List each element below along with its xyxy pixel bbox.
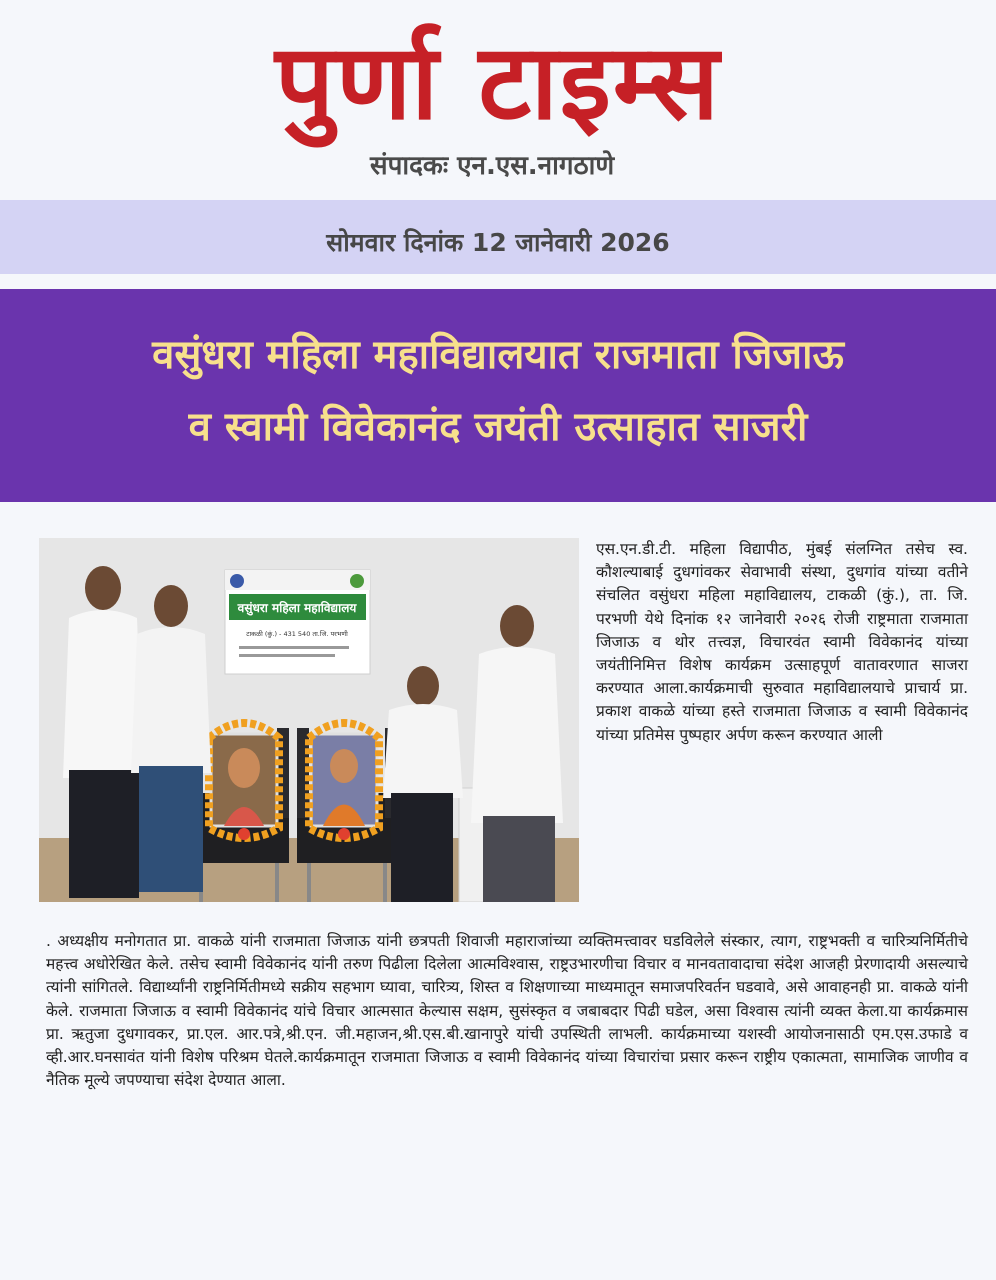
headline-line-1: वसुंधरा महिला महाविद्यालयात राजमाता जिजाऊ [152, 332, 844, 378]
masthead [0, 0, 996, 198]
portrait-jijau [209, 723, 279, 840]
banner-title: वसुंधरा महिला महाविद्यालय [237, 601, 357, 615]
article-text-part-2: . अध्यक्षीय मनोगतात प्रा. वाकळे यांनी राजमाता जिजाऊ यांनी छत्रपती शिवाजी महाराजांच्या व्यक्तिमत्त्वावर घडविलेले संस्कार, त्याग, राष्ट्रभक्ती व चारित्र्यनिर्मितीचे महत्त्व अधोरेखित केले. तसेच स्वामी विवेकानंद यांनी तरुण पिढीला दिलेला आत्मविश्वास, राष्ट्रउभारणीचा विचार व मानवतावादाचा संदेश आजही प्रेरणादायी असल्याचे त्यांनी सांगितले. विद्यार्थ्यांनी राष्ट्रनिर्मितीमध्ये सक्रीय सहभाग घ्यावा, चारित्र्य, शिस्त व शिक्षणाच्या माध्यमातून समाजपरिवर्तन घडवावे, असे आवाहनही प्रा. वाकळे यांनी केले. राजमाता जिजाऊ व स्वामी विवेकानंद यांचे विचार आत्मसात केल्यास सक्षम, सुसंस्कृत व जबाबदार पिढी घडेल, असा विश्वास त्यांनी व्यक्त केला.या कार्यक्रमास प्रा. ऋतुजा दुधगावकर, प्रा.एल. आर.पत्रे,श्री.एन. जी.महाजन,श्री.एस.बी.खानापुरे यांची उपस्थिती लाभली. कार्यक्रमाच्या यशस्वी आयोजनासाठी एम.एस.उफाडे व व्ही.आर.घनसावंत यांनी विशेष परिश्रम घेतले.कार्यक्रमातून राजमाता जिजाऊ व स्वामी विवेकानंद यांच्या विचारांचा प्रसार करून राष्ट्रीय एकात्मता, सामाजिक जाणीव व नैतिक मूल्ये जपण्याचा संदेश देण्यात आला. [46, 932, 968, 1090]
newspaper-title: पुर्णा टाइम्स [275, 21, 721, 143]
event-photo [39, 538, 579, 902]
headline [0, 319, 996, 463]
editor-credit: संपादकः एन.एस.नागठाणे [370, 151, 615, 181]
college-banner [225, 570, 370, 674]
banner-address: टाकळी (कुं.) - 431 540 ता.जि. परभणी [246, 630, 348, 638]
date-band [0, 200, 996, 274]
person-1 [63, 566, 143, 898]
article-text-part-1: एस.एन.डी.टी. महिला विद्यापीठ, मुंबई संलग्नित तसेच स्व. कौशल्याबाई दुधगांवकर सेवाभावी संस्था, दुधगांव यांच्या वतीने संचलित वसुंधरा महिला महाविद्यालय, टाकळी (कुं.), ता. जि. परभणी येथे दिनांक १२ जानेवारी २०२६ रोजी राष्ट्रमाता राजमाता जिजाऊ व थोर तत्त्वज्ञ, विचारवंत स्वामी विवेकानंद यांच्या जयंतीनिमित्त विशेष कार्यक्रम उत्साहपूर्ण वातावरणात साजरा करण्यात आला.कार्यक्रमाची सुरुवात महाविद्यालयाचे प्राचार्य प्रा. प्रकाश वाकळे यांच्या हस्ते राजमाता जिजाऊ व स्वामी विवेकानंद यांच्या प्रतिमेस पुष्पहार अर्पण करून करण्यात आली [596, 540, 968, 744]
headline-band [0, 289, 996, 502]
event-photo-illustration [39, 538, 579, 902]
portrait-vivekanand [309, 723, 379, 840]
headline-line-2: व स्वामी विवेकानंद जयंती उत्साहात साजरी [188, 404, 808, 450]
date-line: सोमवार दिनांक 12 जानेवारी 2026 [326, 228, 670, 257]
